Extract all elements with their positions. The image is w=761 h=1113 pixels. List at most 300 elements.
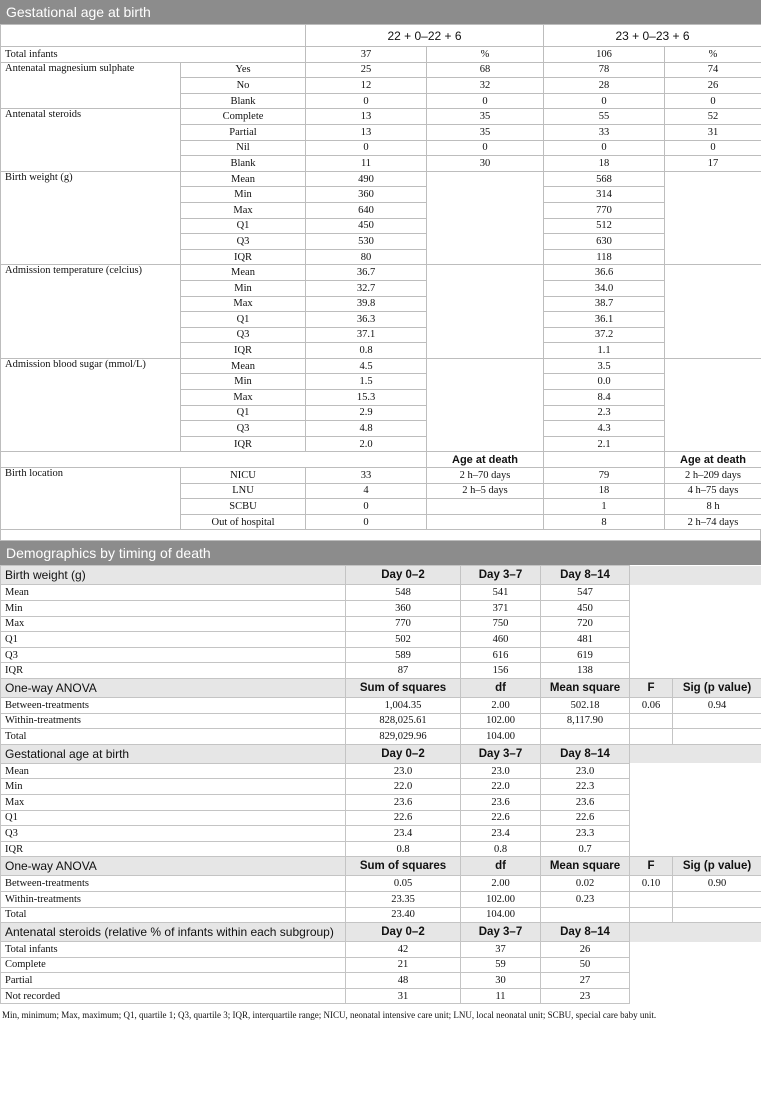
empty-cell xyxy=(630,744,761,763)
table-cell: 630 xyxy=(544,234,665,250)
sub-label: Q3 xyxy=(181,421,306,437)
table-cell: 11 xyxy=(306,156,427,172)
table-row xyxy=(1,697,761,713)
table-cell: 32 xyxy=(427,78,544,94)
table-cell: 78 xyxy=(544,62,665,78)
anova-header: Mean square xyxy=(541,678,630,697)
sub-label: Complete xyxy=(1,957,346,973)
sub-label: Nil xyxy=(181,140,306,156)
anova-value: 102.00 xyxy=(461,891,541,907)
table-row xyxy=(1,763,761,779)
anova-header: df xyxy=(461,857,541,876)
table-cell: 548 xyxy=(346,585,461,601)
table-cell: 2 h–209 days xyxy=(665,468,761,484)
table-cell: 26 xyxy=(665,78,761,94)
table-cell: 15.3 xyxy=(306,390,427,406)
group-header-22: 22 + 0–22 + 6 xyxy=(306,25,544,47)
anova-header: Sig (p value) xyxy=(673,857,761,876)
table-cell: 31 xyxy=(665,124,761,140)
sub-label: Blank xyxy=(181,156,306,172)
anova-value xyxy=(673,907,761,923)
anova-value: 0.23 xyxy=(541,891,630,907)
sub-label: Total xyxy=(1,729,346,745)
table-cell: 80 xyxy=(306,249,427,265)
table-row xyxy=(1,942,761,958)
row-label: Birth location xyxy=(1,468,181,530)
empty-cell xyxy=(630,794,761,810)
table-cell: 31 xyxy=(346,988,461,1004)
row-label: Admission temperature (celcius) xyxy=(1,265,181,359)
sub-label: Min xyxy=(1,601,346,617)
table-cell: 35 xyxy=(427,109,544,125)
table-cell: 22.6 xyxy=(461,810,541,826)
empty-cell xyxy=(630,632,761,648)
table-cell: 1 xyxy=(544,499,665,515)
table-cell: 2.1 xyxy=(544,436,665,452)
table-row xyxy=(1,452,761,468)
gestational-section xyxy=(0,0,761,541)
table-cell: 720 xyxy=(541,616,630,632)
table-cell: 13 xyxy=(306,109,427,125)
table-cell: 156 xyxy=(461,663,541,679)
table-cell: 38.7 xyxy=(544,296,665,312)
anova-value xyxy=(673,891,761,907)
table-cell: 36.6 xyxy=(544,265,665,281)
age-at-death-header: Age at death xyxy=(427,452,544,468)
table-row xyxy=(1,358,761,374)
anova-header: One-way ANOVA xyxy=(1,678,346,697)
table-cell: 4.3 xyxy=(544,421,665,437)
table-row xyxy=(1,826,761,842)
table-cell: 33 xyxy=(306,468,427,484)
day-header: Day 8–14 xyxy=(541,744,630,763)
table-row xyxy=(1,47,761,63)
table-cell: 8 xyxy=(544,514,665,530)
table-cell: 2 h–70 days xyxy=(427,468,544,484)
table-cell: 37.2 xyxy=(544,327,665,343)
anova-value xyxy=(673,713,761,729)
table-cell: 59 xyxy=(461,957,541,973)
table-cell: 4 xyxy=(306,483,427,499)
table-cell: 589 xyxy=(346,647,461,663)
table-cell: % xyxy=(665,47,761,63)
table-cell: 22.6 xyxy=(346,810,461,826)
anova-header: F xyxy=(630,857,673,876)
empty-cell xyxy=(630,942,761,958)
day-header: Day 0–2 xyxy=(346,923,461,942)
table-cell: 26 xyxy=(541,942,630,958)
table-cell: 34.0 xyxy=(544,280,665,296)
anova-header: F xyxy=(630,678,673,697)
sub-label: IQR xyxy=(1,841,346,857)
table-cell: 770 xyxy=(544,202,665,218)
table-cell: 0 xyxy=(306,499,427,515)
sub-label: Mean xyxy=(181,358,306,374)
empty-cell xyxy=(544,452,665,468)
empty-cell xyxy=(665,265,761,359)
table-cell: 2.3 xyxy=(544,405,665,421)
sub-label: Q1 xyxy=(181,405,306,421)
table-cell: 23.6 xyxy=(541,794,630,810)
sub-label: LNU xyxy=(181,483,306,499)
anova-value: 0.10 xyxy=(630,876,673,892)
sub-label: Mean xyxy=(1,763,346,779)
empty-cell xyxy=(630,810,761,826)
table-cell: 42 xyxy=(346,942,461,958)
table-cell: 770 xyxy=(346,616,461,632)
table-cell: 619 xyxy=(541,647,630,663)
empty-cell xyxy=(630,841,761,857)
table-cell: 450 xyxy=(306,218,427,234)
table-cell: 460 xyxy=(461,632,541,648)
table-cell: 1.1 xyxy=(544,343,665,359)
table-cell: 4.5 xyxy=(306,358,427,374)
sub-label: No xyxy=(181,78,306,94)
row-label: Antenatal steroids xyxy=(1,109,181,171)
sub-label: Between-treatments xyxy=(1,697,346,713)
sub-label: Yes xyxy=(181,62,306,78)
table-cell: 541 xyxy=(461,585,541,601)
table-cell: 0.7 xyxy=(541,841,630,857)
table-row xyxy=(1,632,761,648)
day-header: Day 8–14 xyxy=(541,566,630,585)
empty-cell xyxy=(427,265,544,359)
table-row xyxy=(1,779,761,795)
sub-label: Q3 xyxy=(1,647,346,663)
sub-label: Blank xyxy=(181,93,306,109)
sub-label: IQR xyxy=(181,249,306,265)
empty-cell xyxy=(665,171,761,265)
table-cell: 30 xyxy=(461,973,541,989)
empty-cell xyxy=(630,779,761,795)
anova-header: One-way ANOVA xyxy=(1,857,346,876)
table-row xyxy=(1,907,761,923)
anova-value: 102.00 xyxy=(461,713,541,729)
anova-header: Sig (p value) xyxy=(673,678,761,697)
anova-value xyxy=(541,729,630,745)
sub-label: Partial xyxy=(181,124,306,140)
sub-label: Max xyxy=(1,794,346,810)
sub-label: Partial xyxy=(1,973,346,989)
anova-value: 829,029.96 xyxy=(346,729,461,745)
empty-cell xyxy=(630,988,761,1004)
table-cell: 106 xyxy=(544,47,665,63)
section-gap xyxy=(0,530,761,541)
sub-label: Q1 xyxy=(1,632,346,648)
table-cell: 68 xyxy=(427,62,544,78)
table-cell: 35 xyxy=(427,124,544,140)
table-row xyxy=(1,566,761,585)
sub-label: NICU xyxy=(181,468,306,484)
day-header: Day 0–2 xyxy=(346,744,461,763)
table-cell xyxy=(427,514,544,530)
table-cell: 0.8 xyxy=(346,841,461,857)
sub-label: IQR xyxy=(181,343,306,359)
sub-label: Out of hospital xyxy=(181,514,306,530)
table-cell: 2.9 xyxy=(306,405,427,421)
table-cell: 118 xyxy=(544,249,665,265)
empty-cell xyxy=(630,601,761,617)
table-cell: 371 xyxy=(461,601,541,617)
table-cell: 12 xyxy=(306,78,427,94)
table-row xyxy=(1,794,761,810)
empty-cell xyxy=(630,585,761,601)
table-cell: 3.5 xyxy=(544,358,665,374)
table-cell: 547 xyxy=(541,585,630,601)
table-cell: 22.6 xyxy=(541,810,630,826)
table-row xyxy=(1,109,761,125)
empty-cell xyxy=(630,616,761,632)
anova-header: Mean square xyxy=(541,857,630,876)
row-label: Antenatal magnesium sulphate xyxy=(1,62,181,109)
table-cell: 0 xyxy=(665,140,761,156)
sub-label: Min xyxy=(181,280,306,296)
table-cell: 360 xyxy=(306,187,427,203)
footnote: Min, minimum; Max, maximum; Q1, quartile 1; Q3, quartile 3; IQR, interquartile range; NICU, neonatal intensive care unit; LNU, local neonatal unit; SCBU, special care baby unit. xyxy=(2,1010,657,1021)
table-cell: 23.4 xyxy=(346,826,461,842)
day-header: Day 3–7 xyxy=(461,923,541,942)
table-cell: 37 xyxy=(306,47,427,63)
table-cell: 52 xyxy=(665,109,761,125)
empty-cell xyxy=(630,957,761,973)
sub-label: Min xyxy=(181,187,306,203)
table-cell: 11 xyxy=(461,988,541,1004)
table-cell: 18 xyxy=(544,483,665,499)
anova-value xyxy=(630,729,673,745)
table-cell: 0 xyxy=(665,93,761,109)
table-cell: 18 xyxy=(544,156,665,172)
table-cell: 512 xyxy=(544,218,665,234)
table-cell: 0.8 xyxy=(306,343,427,359)
group-header-23: 23 + 0–23 + 6 xyxy=(544,25,761,47)
row-label: Admission blood sugar (mmol/L) xyxy=(1,358,181,452)
table-cell: 48 xyxy=(346,973,461,989)
anova-value: 23.40 xyxy=(346,907,461,923)
anova-value: 2.00 xyxy=(461,697,541,713)
table-cell: 13 xyxy=(306,124,427,140)
empty-cell xyxy=(427,171,544,265)
day-header: Day 3–7 xyxy=(461,566,541,585)
sub-label: Q3 xyxy=(181,327,306,343)
anova-value xyxy=(630,713,673,729)
table-cell: 0 xyxy=(544,93,665,109)
table-cell: 0 xyxy=(306,514,427,530)
table-cell: 2 h–74 days xyxy=(665,514,761,530)
table-row xyxy=(1,729,761,745)
table-row xyxy=(1,663,761,679)
row-label: Birth weight (g) xyxy=(1,171,181,265)
table-row xyxy=(1,988,761,1004)
anova-value: 0.94 xyxy=(673,697,761,713)
table-row xyxy=(1,616,761,632)
empty-cell xyxy=(630,763,761,779)
table-cell: 23.0 xyxy=(541,763,630,779)
table-row xyxy=(1,973,761,989)
table-cell: 0 xyxy=(427,93,544,109)
sub-label: Mean xyxy=(1,585,346,601)
table-cell: 640 xyxy=(306,202,427,218)
sub-label: Not recorded xyxy=(1,988,346,1004)
anova-value: 0.05 xyxy=(346,876,461,892)
anova-value: 502.18 xyxy=(541,697,630,713)
table-cell: 616 xyxy=(461,647,541,663)
empty-cell xyxy=(630,647,761,663)
table-cell: 750 xyxy=(461,616,541,632)
anova-value: 23.35 xyxy=(346,891,461,907)
table-cell: 568 xyxy=(544,171,665,187)
table-cell: 25 xyxy=(306,62,427,78)
anova-value xyxy=(630,907,673,923)
table-cell: 23.0 xyxy=(346,763,461,779)
table-cell: 22.3 xyxy=(541,779,630,795)
anova-header: Sum of squares xyxy=(346,857,461,876)
table-cell: 32.7 xyxy=(306,280,427,296)
sub-label: Mean xyxy=(181,171,306,187)
table-cell: 8 h xyxy=(665,499,761,515)
table-cell: 36.7 xyxy=(306,265,427,281)
anova-header: df xyxy=(461,678,541,697)
row-label: Total infants xyxy=(1,47,306,63)
empty-cell xyxy=(630,663,761,679)
block-header: Birth weight (g) xyxy=(1,566,346,585)
table-row xyxy=(1,876,761,892)
sub-label: Total xyxy=(1,907,346,923)
anova-value: 104.00 xyxy=(461,729,541,745)
anova-value: 1,004.35 xyxy=(346,697,461,713)
table-cell: 502 xyxy=(346,632,461,648)
age-at-death-header: Age at death xyxy=(665,452,761,468)
anova-value: 828,025.61 xyxy=(346,713,461,729)
table-cell: 8.4 xyxy=(544,390,665,406)
timing-table xyxy=(0,565,761,1004)
table-cell: 23.3 xyxy=(541,826,630,842)
table-cell: 22.0 xyxy=(461,779,541,795)
table-cell: 4 h–75 days xyxy=(665,483,761,499)
table-cell: 17 xyxy=(665,156,761,172)
empty-cell xyxy=(630,923,761,942)
table-cell: 33 xyxy=(544,124,665,140)
sub-label: Max xyxy=(1,616,346,632)
block-header: Gestational age at birth xyxy=(1,744,346,763)
table-cell: 138 xyxy=(541,663,630,679)
table-cell: 23.6 xyxy=(461,794,541,810)
table-row xyxy=(1,601,761,617)
section-title-gestational: Gestational age at birth xyxy=(0,0,761,24)
anova-value: 104.00 xyxy=(461,907,541,923)
table-cell: 530 xyxy=(306,234,427,250)
empty-cell xyxy=(427,358,544,452)
sub-label: Max xyxy=(181,202,306,218)
table-cell: 314 xyxy=(544,187,665,203)
table-row xyxy=(1,171,761,187)
table-row xyxy=(1,713,761,729)
sub-label: Q1 xyxy=(1,810,346,826)
table-row xyxy=(1,957,761,973)
day-header: Day 3–7 xyxy=(461,744,541,763)
empty-cell xyxy=(630,826,761,842)
sub-label: Within-treatments xyxy=(1,891,346,907)
sub-label: SCBU xyxy=(181,499,306,515)
table-cell: 36.1 xyxy=(544,312,665,328)
table-cell: 22.0 xyxy=(346,779,461,795)
table-cell: 450 xyxy=(541,601,630,617)
timing-section xyxy=(0,541,761,1004)
table-cell: 28 xyxy=(544,78,665,94)
sub-label: Q3 xyxy=(181,234,306,250)
anova-header: Sum of squares xyxy=(346,678,461,697)
table-row xyxy=(1,468,761,484)
table-cell: 360 xyxy=(346,601,461,617)
anova-value: 2.00 xyxy=(461,876,541,892)
table-cell: 87 xyxy=(346,663,461,679)
table-cell: 0 xyxy=(544,140,665,156)
sub-label: Max xyxy=(181,390,306,406)
table-cell: 2 h–5 days xyxy=(427,483,544,499)
table-cell: 37.1 xyxy=(306,327,427,343)
anova-value: 0.90 xyxy=(673,876,761,892)
empty-cell xyxy=(1,452,427,468)
block-header: Antenatal steroids (relative % of infants within each subgroup) xyxy=(1,923,346,942)
empty-cell xyxy=(665,358,761,452)
day-header: Day 0–2 xyxy=(346,566,461,585)
table-cell: 0.0 xyxy=(544,374,665,390)
anova-value: 0.02 xyxy=(541,876,630,892)
gestational-table xyxy=(0,24,761,530)
table-cell: 490 xyxy=(306,171,427,187)
anova-value xyxy=(630,891,673,907)
table-row xyxy=(1,647,761,663)
table-row xyxy=(1,62,761,78)
sub-label: Within-treatments xyxy=(1,713,346,729)
sub-label: Total infants xyxy=(1,942,346,958)
table-cell: 0.8 xyxy=(461,841,541,857)
anova-value xyxy=(673,729,761,745)
table-row xyxy=(1,923,761,942)
table-cell: 4.8 xyxy=(306,421,427,437)
sub-label: Min xyxy=(1,779,346,795)
table-cell: 39.8 xyxy=(306,296,427,312)
table-cell: 1.5 xyxy=(306,374,427,390)
table-cell: 481 xyxy=(541,632,630,648)
section-title-timing: Demographics by timing of death xyxy=(0,541,761,565)
sub-label: Q1 xyxy=(181,218,306,234)
table-cell: 74 xyxy=(665,62,761,78)
anova-value: 0.06 xyxy=(630,697,673,713)
sub-label: IQR xyxy=(181,436,306,452)
table-cell: 0 xyxy=(306,93,427,109)
table-cell: 30 xyxy=(427,156,544,172)
empty-cell xyxy=(630,973,761,989)
table-cell: 0 xyxy=(427,140,544,156)
table-cell: 23.4 xyxy=(461,826,541,842)
table-cell: 27 xyxy=(541,973,630,989)
table-row xyxy=(1,25,761,47)
table-row xyxy=(1,841,761,857)
sub-label: IQR xyxy=(1,663,346,679)
table-row xyxy=(1,744,761,763)
table-cell: 23.6 xyxy=(346,794,461,810)
table-cell: 55 xyxy=(544,109,665,125)
table-cell: 23 xyxy=(541,988,630,1004)
anova-value: 8,117.90 xyxy=(541,713,630,729)
table-cell: 50 xyxy=(541,957,630,973)
table-row xyxy=(1,810,761,826)
table-row xyxy=(1,265,761,281)
day-header: Day 8–14 xyxy=(541,923,630,942)
empty-cell xyxy=(630,566,761,585)
table-cell: 21 xyxy=(346,957,461,973)
table-cell: 79 xyxy=(544,468,665,484)
